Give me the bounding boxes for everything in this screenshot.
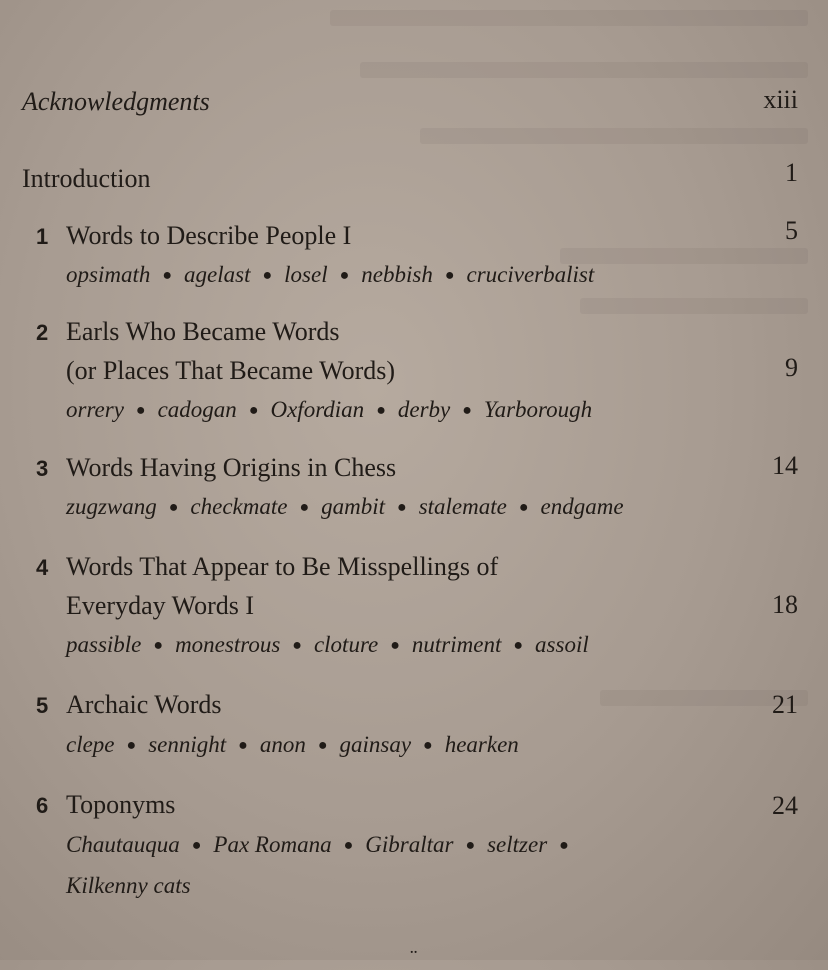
bullet-separator: ● xyxy=(299,499,310,516)
chapter-title: Words That Appear to Be Misspellings of xyxy=(66,552,499,581)
bullet-separator: ● xyxy=(162,267,173,284)
word-item: cruciverbalist xyxy=(466,262,595,287)
chapter-page-number: 24 xyxy=(772,791,798,820)
chapter-word-list-continued xyxy=(66,870,191,902)
chapter-title: Archaic Words xyxy=(66,690,222,719)
chapter-title: Earls Who Became Words xyxy=(66,317,340,346)
word-item: monestrous xyxy=(175,632,281,657)
chapter-page-number: 21 xyxy=(772,690,798,719)
chapter-title: Words Having Origins in Chess xyxy=(66,453,397,482)
bullet-separator: ● xyxy=(317,737,328,754)
bullet-separator: ● xyxy=(376,402,386,419)
word-item: Oxfordian xyxy=(270,397,365,422)
bullet-separator: ● xyxy=(292,637,302,654)
word-item: Chautauqua xyxy=(66,832,180,857)
toc-page-introduction: 1 xyxy=(785,158,798,187)
bullet-separator: ● xyxy=(513,637,524,654)
chapter-word-list xyxy=(66,394,592,427)
chapter-number: 4 xyxy=(36,555,49,580)
toc-page-acknowledgments: xiii xyxy=(763,85,798,114)
word-item: zugzwang xyxy=(66,494,157,519)
toc-title-introduction: Introduction xyxy=(22,164,151,193)
word-item: sennight xyxy=(148,732,227,757)
bullet-separator: ● xyxy=(465,837,476,854)
chapter-page-number: 9 xyxy=(785,353,798,382)
chapter-word-list xyxy=(66,629,589,662)
word-item: orrery xyxy=(66,397,124,422)
bullet-separator: ● xyxy=(135,402,146,419)
bullet-separator: ● xyxy=(397,499,407,516)
word-item: Pax Romana xyxy=(213,832,332,857)
bullet-separator: ● xyxy=(238,737,248,754)
word-item: cadogan xyxy=(157,397,237,422)
word-item: nebbish xyxy=(361,262,433,287)
show-through-texture xyxy=(580,298,808,314)
chapter-title: Toponyms xyxy=(66,790,176,819)
bullet-separator: ● xyxy=(390,637,400,654)
show-through-texture xyxy=(420,128,808,144)
word-item: seltzer xyxy=(487,832,548,857)
chapter-word-list xyxy=(66,491,624,524)
chapter-page-number: 18 xyxy=(772,590,798,619)
bullet-separator: ● xyxy=(444,267,455,284)
word-item: checkmate xyxy=(190,494,288,519)
word-item: losel xyxy=(284,262,328,287)
word-item: Gibraltar xyxy=(365,832,454,857)
bottom-page-mark: ¨ xyxy=(410,945,418,970)
bullet-separator: ● xyxy=(339,267,350,284)
word-item: hearken xyxy=(444,732,519,757)
chapter-number: 1 xyxy=(36,224,49,249)
toc-title-acknowledgments: Acknowledgments xyxy=(22,87,210,116)
word-item: nutriment xyxy=(411,632,502,657)
show-through-texture xyxy=(560,248,808,264)
word-item: cloture xyxy=(313,632,379,657)
word-item: gainsay xyxy=(339,732,412,757)
word-item: clepe xyxy=(66,732,115,757)
chapter-word-list xyxy=(66,829,581,862)
word-item: opsimath xyxy=(66,262,151,287)
chapter-page-number: 5 xyxy=(785,216,798,245)
bullet-separator: ● xyxy=(191,837,202,854)
word-item: endgame xyxy=(540,494,624,519)
show-through-texture xyxy=(330,10,808,26)
chapter-number: 3 xyxy=(36,456,49,481)
bullet-separator: ● xyxy=(343,837,354,854)
chapter-number: 5 xyxy=(36,693,49,718)
word-item: stalemate xyxy=(418,494,507,519)
word-item: agelast xyxy=(184,262,251,287)
show-through-texture xyxy=(360,62,808,78)
bullet-separator: ● xyxy=(518,499,529,516)
bullet-separator: ● xyxy=(423,737,433,754)
chapter-title: Words to Describe People I xyxy=(66,221,352,250)
bullet-separator: ● xyxy=(168,499,179,516)
word-item: passible xyxy=(66,632,142,657)
bullet-separator: ● xyxy=(462,402,472,419)
chapter-title-continued: (or Places That Became Words) xyxy=(66,356,396,385)
word-item: gambit xyxy=(321,494,386,519)
word-item: assoil xyxy=(535,632,589,657)
chapter-word-list xyxy=(66,729,519,762)
chapter-number: 6 xyxy=(36,793,49,818)
bullet-separator: ● xyxy=(126,737,137,754)
bullet-separator: ● xyxy=(559,837,569,854)
word-item: Kilkenny cats xyxy=(66,873,191,898)
chapter-title-continued: Everyday Words I xyxy=(66,591,255,620)
word-item: Yarborough xyxy=(483,397,593,422)
bullet-separator: ● xyxy=(153,637,164,654)
chapter-number: 2 xyxy=(36,320,49,345)
chapter-page-number: 14 xyxy=(772,451,798,480)
bullet-separator: ● xyxy=(248,402,259,419)
chapter-word-list xyxy=(66,259,594,292)
word-item: derby xyxy=(397,397,451,422)
word-item: anon xyxy=(259,732,306,757)
bullet-separator: ● xyxy=(262,267,273,284)
